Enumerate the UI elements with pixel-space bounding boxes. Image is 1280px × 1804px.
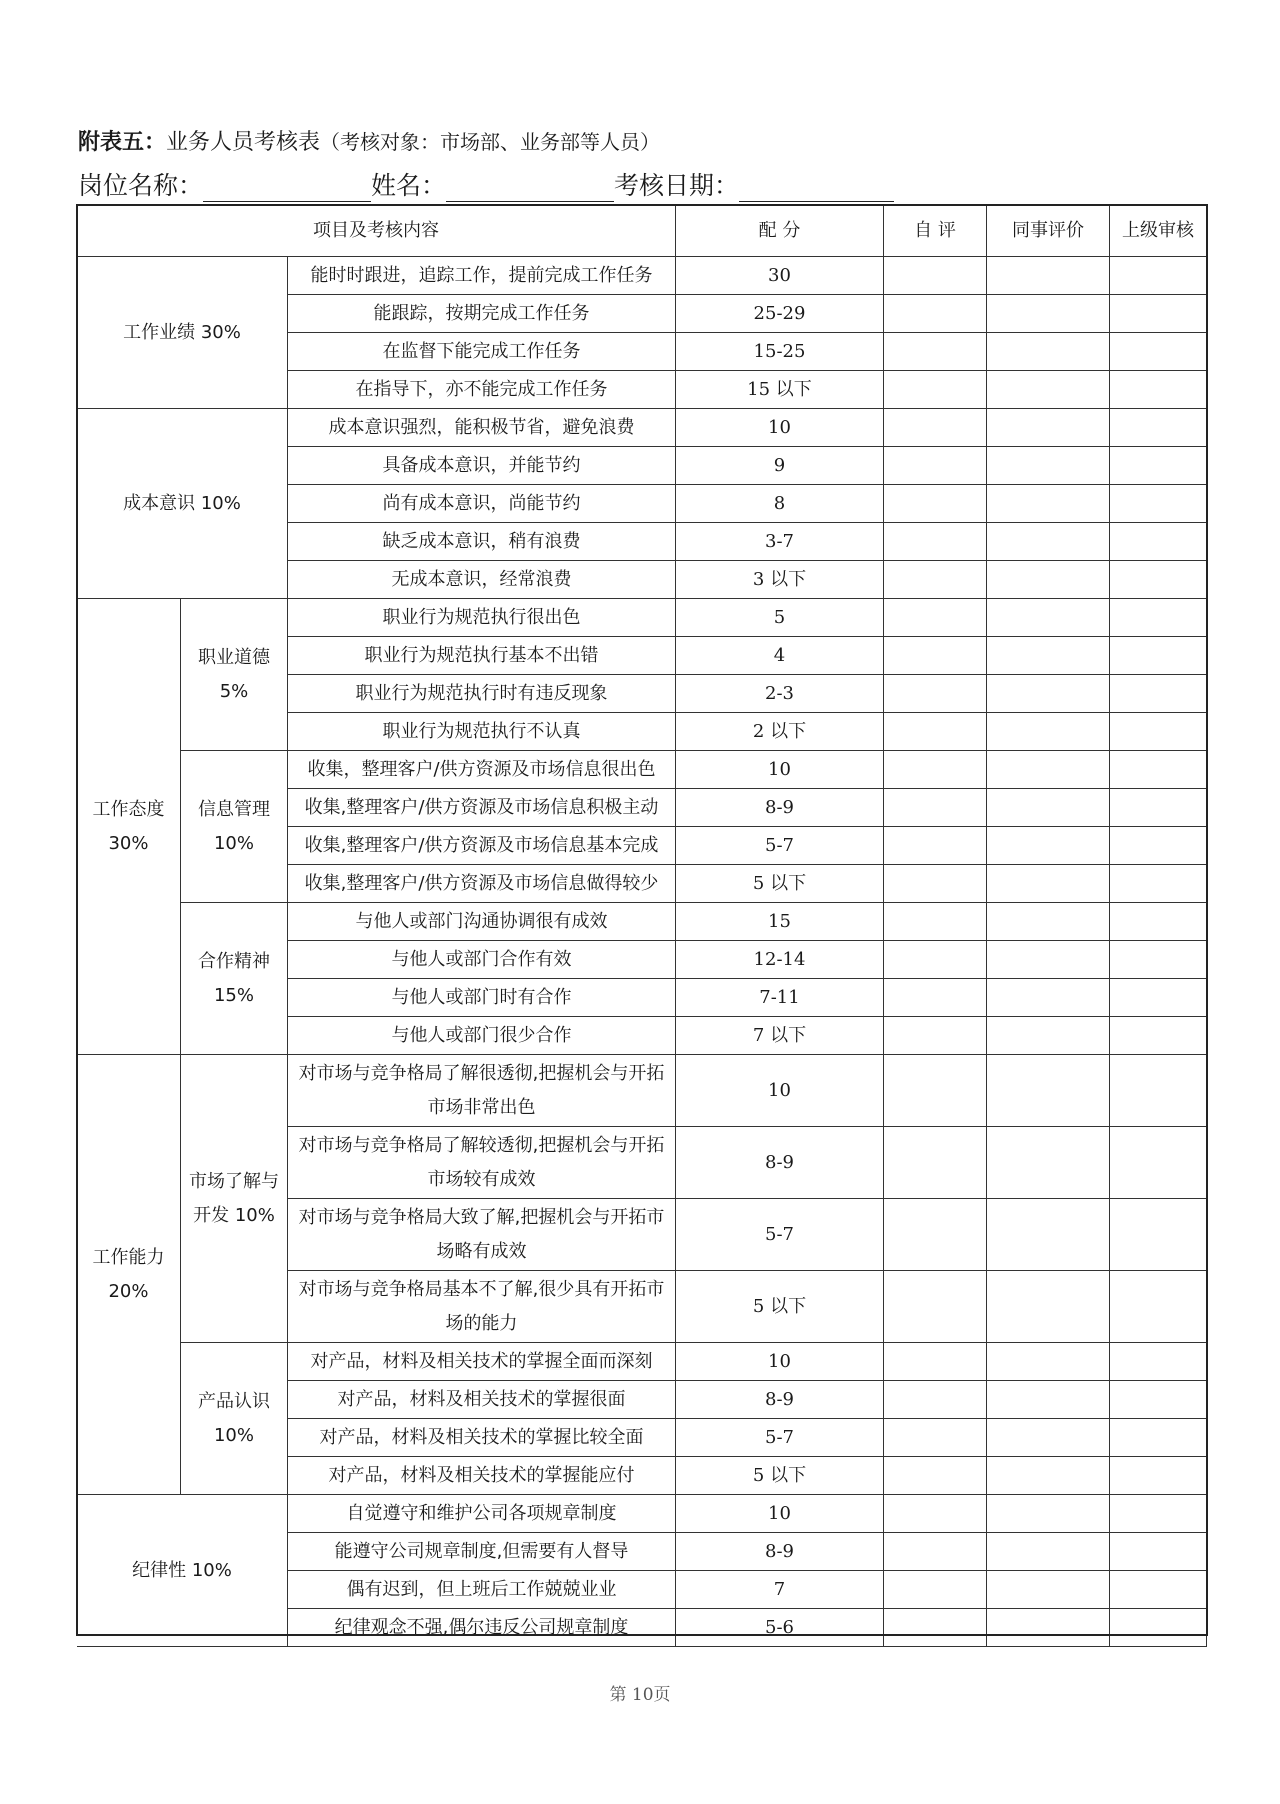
self-eval-cell[interactable]: [884, 1571, 987, 1609]
self-eval-cell[interactable]: [884, 789, 987, 827]
category-label: 工作业绩 30%: [77, 257, 288, 409]
category-label: 工作态度 30%: [77, 599, 181, 1055]
self-eval-cell[interactable]: [884, 447, 987, 485]
self-eval-cell[interactable]: [884, 637, 987, 675]
peer-eval-cell[interactable]: [987, 637, 1110, 675]
title-prefix: 附表五：: [78, 130, 167, 155]
supervisor-review-cell[interactable]: [1110, 903, 1207, 941]
item-content: 对市场与竞争格局了解较透彻,把握机会与开拓市场较有成效: [288, 1127, 676, 1199]
supervisor-review-cell[interactable]: [1110, 447, 1207, 485]
item-score: 5-7: [676, 1419, 884, 1457]
peer-eval-cell[interactable]: [987, 1127, 1110, 1199]
peer-eval-cell[interactable]: [987, 1343, 1110, 1381]
supervisor-review-cell[interactable]: [1110, 295, 1207, 333]
item-content: 尚有成本意识，尚能节约: [288, 485, 676, 523]
supervisor-review-cell[interactable]: [1110, 675, 1207, 713]
item-score: 7: [676, 1571, 884, 1609]
header-score: 配 分: [676, 205, 884, 257]
self-eval-cell[interactable]: [884, 1609, 987, 1647]
item-content: 与他人或部门很少合作: [288, 1017, 676, 1055]
peer-eval-cell[interactable]: [987, 561, 1110, 599]
item-content: 具备成本意识，并能节约: [288, 447, 676, 485]
item-score: 10: [676, 1495, 884, 1533]
header-self-eval: 自 评: [884, 205, 987, 257]
self-eval-cell[interactable]: [884, 903, 987, 941]
item-content: 自觉遵守和维护公司各项规章制度: [288, 1495, 676, 1533]
self-eval-cell[interactable]: [884, 1017, 987, 1055]
item-content: 收集,整理客户/供方资源及市场信息基本完成: [288, 827, 676, 865]
supervisor-review-cell[interactable]: [1110, 713, 1207, 751]
supervisor-review-cell[interactable]: [1110, 1017, 1207, 1055]
self-eval-cell[interactable]: [884, 485, 987, 523]
item-score: 3 以下: [676, 561, 884, 599]
category-label: 纪律性 10%: [77, 1495, 288, 1647]
item-score: 4: [676, 637, 884, 675]
peer-eval-cell[interactable]: [987, 1419, 1110, 1457]
item-score: 5 以下: [676, 1271, 884, 1343]
peer-eval-cell[interactable]: [987, 713, 1110, 751]
subcategory-label: 信息管理 10%: [181, 751, 288, 903]
item-content: 职业行为规范执行时有违反现象: [288, 675, 676, 713]
self-eval-cell[interactable]: [884, 1343, 987, 1381]
item-content: 收集,整理客户/供方资源及市场信息积极主动: [288, 789, 676, 827]
item-content: 缺乏成本意识，稍有浪费: [288, 523, 676, 561]
supervisor-review-cell[interactable]: [1110, 1457, 1207, 1495]
item-score: 8-9: [676, 1381, 884, 1419]
peer-eval-cell[interactable]: [987, 295, 1110, 333]
item-content: 与他人或部门合作有效: [288, 941, 676, 979]
peer-eval-cell[interactable]: [987, 675, 1110, 713]
item-score: 10: [676, 1055, 884, 1127]
item-content: 职业行为规范执行基本不出错: [288, 637, 676, 675]
item-content: 对市场与竞争格局大致了解,把握机会与开拓市场略有成效: [288, 1199, 676, 1271]
self-eval-cell[interactable]: [884, 1127, 987, 1199]
item-content: 在监督下能完成工作任务: [288, 333, 676, 371]
post-label: 岗位名称：: [78, 171, 204, 200]
self-eval-cell[interactable]: [884, 865, 987, 903]
item-score: 30: [676, 257, 884, 295]
category-label: 成本意识 10%: [77, 409, 288, 599]
subcategory-label: 职业道德 5%: [181, 599, 288, 751]
item-content: 职业行为规范执行不认真: [288, 713, 676, 751]
subcategory-label: 合作精神 15%: [181, 903, 288, 1055]
self-eval-cell[interactable]: [884, 675, 987, 713]
peer-eval-cell[interactable]: [987, 751, 1110, 789]
item-score: 10: [676, 751, 884, 789]
peer-eval-cell[interactable]: [987, 1533, 1110, 1571]
peer-eval-cell[interactable]: [987, 1609, 1110, 1647]
self-eval-cell[interactable]: [884, 523, 987, 561]
item-score: 7-11: [676, 979, 884, 1017]
item-content: 与他人或部门沟通协调很有成效: [288, 903, 676, 941]
supervisor-review-cell[interactable]: [1110, 1495, 1207, 1533]
self-eval-cell[interactable]: [884, 979, 987, 1017]
item-content: 偶有迟到，但上班后工作兢兢业业: [288, 1571, 676, 1609]
self-eval-cell[interactable]: [884, 561, 987, 599]
item-content: 成本意识强烈，能积极节省，避免浪费: [288, 409, 676, 447]
subcategory-label: 产品认识 10%: [181, 1343, 288, 1495]
item-score: 3-7: [676, 523, 884, 561]
item-score: 7 以下: [676, 1017, 884, 1055]
peer-eval-cell[interactable]: [987, 447, 1110, 485]
peer-eval-cell[interactable]: [987, 1017, 1110, 1055]
item-content: 对市场与竞争格局基本不了解,很少具有开拓市场的能力: [288, 1271, 676, 1343]
supervisor-review-cell[interactable]: [1110, 941, 1207, 979]
supervisor-review-cell[interactable]: [1110, 1271, 1207, 1343]
item-score: 15 以下: [676, 371, 884, 409]
peer-eval-cell[interactable]: [987, 371, 1110, 409]
supervisor-review-cell[interactable]: [1110, 371, 1207, 409]
peer-eval-cell[interactable]: [987, 257, 1110, 295]
supervisor-review-cell[interactable]: [1110, 257, 1207, 295]
item-content: 无成本意识，经常浪费: [288, 561, 676, 599]
item-score: 8-9: [676, 789, 884, 827]
self-eval-cell[interactable]: [884, 1419, 987, 1457]
self-eval-cell[interactable]: [884, 1381, 987, 1419]
self-eval-cell[interactable]: [884, 827, 987, 865]
supervisor-review-cell[interactable]: [1110, 523, 1207, 561]
item-score: 5 以下: [676, 865, 884, 903]
self-eval-cell[interactable]: [884, 1495, 987, 1533]
supervisor-review-cell[interactable]: [1110, 561, 1207, 599]
item-content: 职业行为规范执行很出色: [288, 599, 676, 637]
supervisor-review-cell[interactable]: [1110, 1419, 1207, 1457]
peer-eval-cell[interactable]: [987, 865, 1110, 903]
supervisor-review-cell[interactable]: [1110, 865, 1207, 903]
supervisor-review-cell[interactable]: [1110, 333, 1207, 371]
supervisor-review-cell[interactable]: [1110, 1571, 1207, 1609]
item-score: 25-29: [676, 295, 884, 333]
item-score: 2-3: [676, 675, 884, 713]
peer-eval-cell[interactable]: [987, 1271, 1110, 1343]
self-eval-cell[interactable]: [884, 599, 987, 637]
self-eval-cell[interactable]: [884, 257, 987, 295]
item-score: 8: [676, 485, 884, 523]
item-content: 在指导下，亦不能完成工作任务: [288, 371, 676, 409]
supervisor-review-cell[interactable]: [1110, 1199, 1207, 1271]
supervisor-review-cell[interactable]: [1110, 485, 1207, 523]
item-score: 5-7: [676, 827, 884, 865]
peer-eval-cell[interactable]: [987, 979, 1110, 1017]
peer-eval-cell[interactable]: [987, 827, 1110, 865]
item-content: 对产品，材料及相关技术的掌握能应付: [288, 1457, 676, 1495]
self-eval-cell[interactable]: [884, 333, 987, 371]
self-eval-cell[interactable]: [884, 1199, 987, 1271]
self-eval-cell[interactable]: [884, 1271, 987, 1343]
item-score: 5: [676, 599, 884, 637]
peer-eval-cell[interactable]: [987, 1199, 1110, 1271]
header-item-content: 项目及考核内容: [77, 205, 676, 257]
item-content: 纪律观念不强,偶尔违反公司规章制度: [288, 1609, 676, 1647]
item-score: 2 以下: [676, 713, 884, 751]
supervisor-review-cell[interactable]: [1110, 827, 1207, 865]
item-content: 能遵守公司规章制度,但需要有人督导: [288, 1533, 676, 1571]
self-eval-cell[interactable]: [884, 295, 987, 333]
supervisor-review-cell[interactable]: [1110, 1533, 1207, 1571]
item-score: 9: [676, 447, 884, 485]
item-score: 5-6: [676, 1609, 884, 1647]
peer-eval-cell[interactable]: [987, 789, 1110, 827]
self-eval-cell[interactable]: [884, 1457, 987, 1495]
item-content: 收集,整理客户/供方资源及市场信息做得较少: [288, 865, 676, 903]
subcategory-label: 市场了解与开发 10%: [181, 1055, 288, 1343]
peer-eval-cell[interactable]: [987, 599, 1110, 637]
supervisor-review-cell[interactable]: [1110, 599, 1207, 637]
self-eval-cell[interactable]: [884, 751, 987, 789]
item-content: 能跟踪，按期完成工作任务: [288, 295, 676, 333]
peer-eval-cell[interactable]: [987, 409, 1110, 447]
item-content: 对产品，材料及相关技术的掌握很面: [288, 1381, 676, 1419]
item-content: 与他人或部门时有合作: [288, 979, 676, 1017]
item-score: 12-14: [676, 941, 884, 979]
self-eval-cell[interactable]: [884, 409, 987, 447]
name-label: 姓名：: [371, 171, 447, 200]
item-score: 15: [676, 903, 884, 941]
peer-eval-cell[interactable]: [987, 1457, 1110, 1495]
item-content: 收集，整理客户/供方资源及市场信息很出色: [288, 751, 676, 789]
peer-eval-cell[interactable]: [987, 1381, 1110, 1419]
peer-eval-cell[interactable]: [987, 333, 1110, 371]
peer-eval-cell[interactable]: [987, 485, 1110, 523]
supervisor-review-cell[interactable]: [1110, 1609, 1207, 1647]
supervisor-review-cell[interactable]: [1110, 409, 1207, 447]
item-content: 对产品，材料及相关技术的掌握比较全面: [288, 1419, 676, 1457]
item-score: 5-7: [676, 1199, 884, 1271]
self-eval-cell[interactable]: [884, 941, 987, 979]
item-score: 10: [676, 1343, 884, 1381]
supervisor-review-cell[interactable]: [1110, 637, 1207, 675]
header-peer-eval: 同事评价: [987, 205, 1110, 257]
supervisor-review-cell[interactable]: [1110, 1127, 1207, 1199]
item-score: 8-9: [676, 1127, 884, 1199]
item-score: 8-9: [676, 1533, 884, 1571]
item-content: 对市场与竞争格局了解很透彻,把握机会与开拓市场非常出色: [288, 1055, 676, 1127]
supervisor-review-cell[interactable]: [1110, 751, 1207, 789]
peer-eval-cell[interactable]: [987, 1571, 1110, 1609]
item-score: 15-25: [676, 333, 884, 371]
supervisor-review-cell[interactable]: [1110, 789, 1207, 827]
peer-eval-cell[interactable]: [987, 903, 1110, 941]
category-label: 工作能力 20%: [77, 1055, 181, 1495]
self-eval-cell[interactable]: [884, 1533, 987, 1571]
supervisor-review-cell[interactable]: [1110, 1381, 1207, 1419]
supervisor-review-cell[interactable]: [1110, 1343, 1207, 1381]
peer-eval-cell[interactable]: [987, 1495, 1110, 1533]
header-supervisor-review: 上级审核: [1110, 205, 1207, 257]
item-content: 能时时跟进，追踪工作，提前完成工作任务: [288, 257, 676, 295]
supervisor-review-cell[interactable]: [1110, 979, 1207, 1017]
peer-eval-cell[interactable]: [987, 523, 1110, 561]
title-name: 业务人员考核表: [166, 130, 321, 155]
title-note: （考核对象：市场部、业务部等人员）: [320, 130, 661, 154]
supervisor-review-cell[interactable]: [1110, 1055, 1207, 1127]
date-label: 考核日期：: [614, 171, 740, 200]
item-score: 5 以下: [676, 1457, 884, 1495]
self-eval-cell[interactable]: [884, 1055, 987, 1127]
self-eval-cell[interactable]: [884, 371, 987, 409]
peer-eval-cell[interactable]: [987, 941, 1110, 979]
item-content: 对产品，材料及相关技术的掌握全面而深刻: [288, 1343, 676, 1381]
page-number: 第 10页: [609, 1685, 671, 1705]
item-score: 10: [676, 409, 884, 447]
peer-eval-cell[interactable]: [987, 1055, 1110, 1127]
self-eval-cell[interactable]: [884, 713, 987, 751]
